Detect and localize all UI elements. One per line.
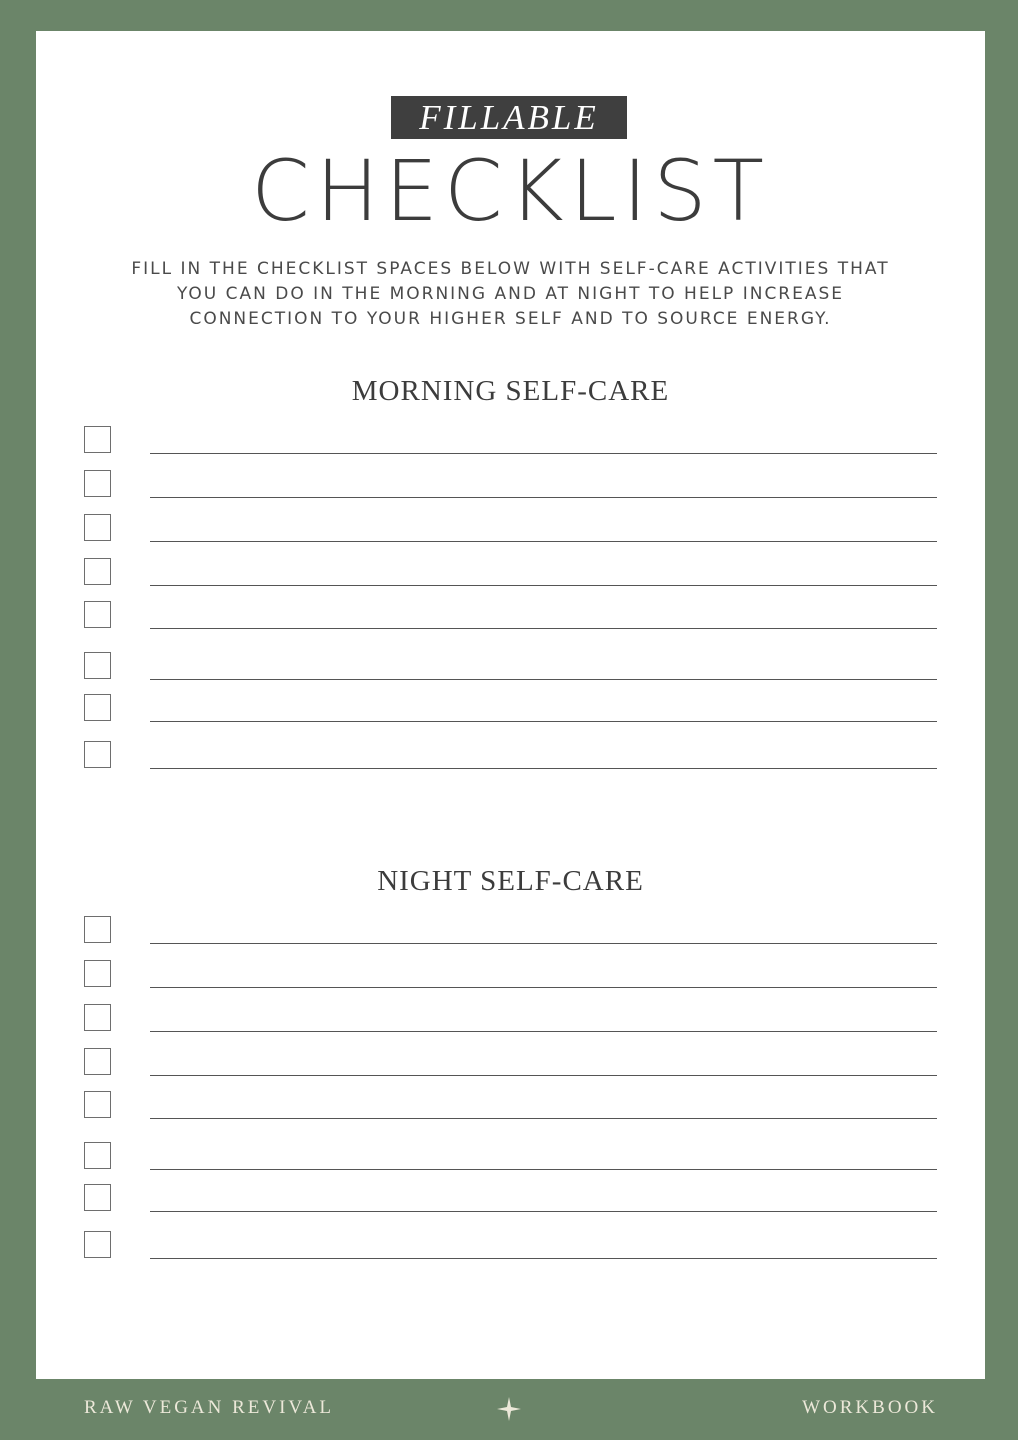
write-in-line[interactable] <box>150 679 937 680</box>
intro-line: FILL IN THE CHECKLIST SPACES BELOW WITH SELF-CARE ACTIVITIES THAT <box>131 259 890 279</box>
write-in-line[interactable] <box>150 497 937 498</box>
checklist-page <box>36 31 985 1379</box>
footer-label: WORKBOOK <box>802 1397 938 1418</box>
write-in-line[interactable] <box>150 1169 937 1170</box>
checkbox[interactable] <box>84 652 111 679</box>
checkbox[interactable] <box>84 426 111 453</box>
checklist-item[interactable] <box>36 601 985 631</box>
morning-section-title: MORNING SELF-CARE <box>351 375 670 407</box>
checklist-item[interactable] <box>36 1184 985 1214</box>
page-title: CHECKLIST <box>251 142 770 240</box>
checklist-item[interactable] <box>36 652 985 682</box>
write-in-line[interactable] <box>150 1031 937 1032</box>
write-in-line[interactable] <box>150 541 937 542</box>
write-in-line[interactable] <box>150 1118 937 1119</box>
checkbox[interactable] <box>84 1091 111 1118</box>
write-in-line[interactable] <box>150 943 937 944</box>
intro-text <box>76 257 945 332</box>
checkbox[interactable] <box>84 1004 111 1031</box>
write-in-line[interactable] <box>150 768 937 769</box>
checklist-item[interactable] <box>36 694 985 724</box>
checklist-item[interactable] <box>36 1142 985 1172</box>
checkbox[interactable] <box>84 694 111 721</box>
checkbox[interactable] <box>84 741 111 768</box>
write-in-line[interactable] <box>150 1258 937 1259</box>
checkbox[interactable] <box>84 558 111 585</box>
write-in-line[interactable] <box>150 1211 937 1212</box>
checklist-item[interactable] <box>36 741 985 771</box>
checkbox[interactable] <box>84 960 111 987</box>
checkbox[interactable] <box>84 1184 111 1211</box>
checkbox[interactable] <box>84 1048 111 1075</box>
checkbox[interactable] <box>84 601 111 628</box>
write-in-line[interactable] <box>150 1075 937 1076</box>
checklist-item[interactable] <box>36 1091 985 1121</box>
checklist-item[interactable] <box>36 426 985 456</box>
checklist-item[interactable] <box>36 916 985 946</box>
checklist-item[interactable] <box>36 514 985 544</box>
checklist-item[interactable] <box>36 1048 985 1078</box>
checkbox[interactable] <box>84 916 111 943</box>
write-in-line[interactable] <box>150 721 937 722</box>
checklist-item[interactable] <box>36 1004 985 1034</box>
night-section-title: NIGHT SELF-CARE <box>377 865 644 897</box>
four-point-star-icon <box>497 1397 521 1421</box>
intro-line: YOU CAN DO IN THE MORNING AND AT NIGHT TO HELP INCREASE <box>176 284 845 304</box>
checkbox[interactable] <box>84 470 111 497</box>
checkbox[interactable] <box>84 514 111 541</box>
write-in-line[interactable] <box>150 628 937 629</box>
intro-line: CONNECTION TO YOUR HIGHER SELF AND TO SOURCE ENERGY. <box>189 309 832 329</box>
write-in-line[interactable] <box>150 987 937 988</box>
write-in-line[interactable] <box>150 585 937 586</box>
checklist-item[interactable] <box>36 558 985 588</box>
footer-brand: RAW VEGAN REVIVAL <box>84 1397 335 1418</box>
checklist-item[interactable] <box>36 470 985 500</box>
checklist-item[interactable] <box>36 960 985 990</box>
checkbox[interactable] <box>84 1142 111 1169</box>
write-in-line[interactable] <box>150 453 937 454</box>
checklist-item[interactable] <box>36 1231 985 1261</box>
fillable-badge: FILLABLE <box>391 96 627 139</box>
checkbox[interactable] <box>84 1231 111 1258</box>
